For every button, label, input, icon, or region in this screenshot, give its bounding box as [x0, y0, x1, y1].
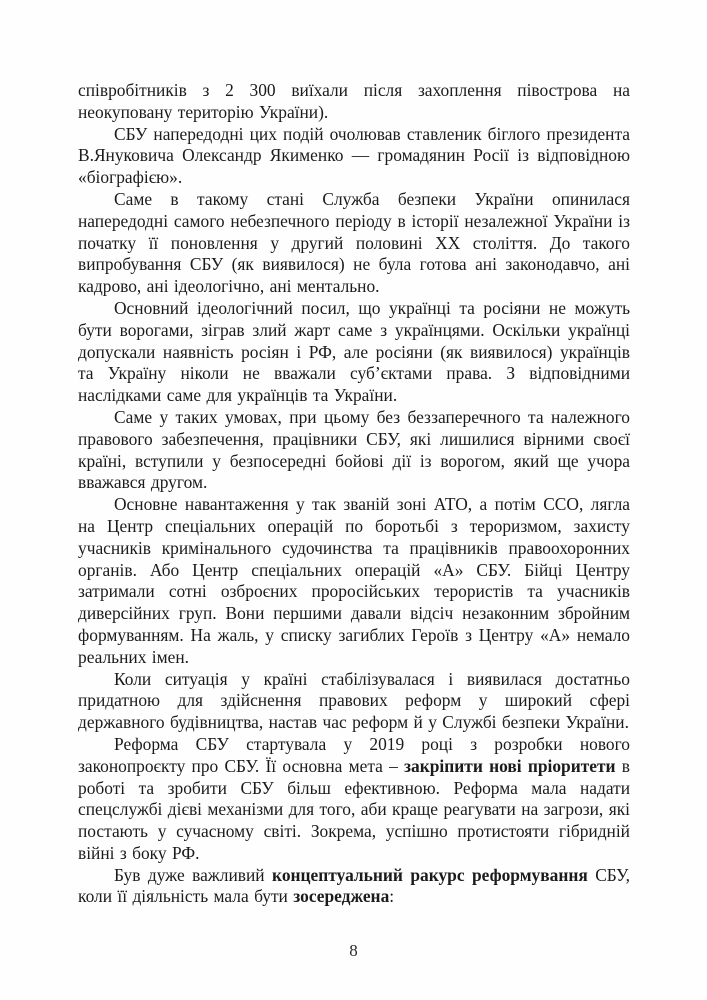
text-run: Саме у таких умовах, при цьому без беззаперечного та належного правового забезпечення, працівники СБУ, які лишилися вірними своєї країні, вступили у безпосередні бойові дії із ворогом, який ще учора вважався другом. — [78, 406, 630, 493]
text-run: СБУ, коли її діяльність мала бути — [78, 864, 630, 907]
paragraph — [78, 124, 630, 189]
paragraph — [78, 734, 630, 865]
text-run: в роботі та зробити СБУ більш ефективною. Реформа мала надати спецслужбі дієві механізми для того, аби краще реагувати на загрози, які постають у сучасному світі. Зокрема, успішно протистояти гібридній війні з боку РФ. — [78, 755, 630, 863]
text-run: Основне навантаження у так званій зоні АТО, а потім ССО, лягла на Центр спеціальних операцій по боротьбі з тероризмом, захисту учасників кримінального судочинства та працівників правоохоронних органів. Або Центр спеціальних операцій «А» СБУ. Бійці Центру затримали сотні озброєних проросійських терористів та учасників диверсійних груп. Вони першими давали відсіч незаконним збройним формуванням. На жаль, у списку загиблих Героїв з Центру «А» немало реальних імен. — [78, 494, 630, 667]
paragraph — [78, 865, 630, 909]
paragraph — [78, 80, 630, 124]
text-run-bold: концептуальний ракурс реформування — [272, 864, 588, 885]
text-run: Реформа СБУ стартувала у 2019 році з розробки нового законопроєкту про СБУ. Її основна мета – — [78, 733, 630, 776]
text-run: Основний ідеологічний посил, що українці та росіяни не можуть бути ворогами, зіграв злий жарт саме з українцями. Оскільки українці допускали наявність росіян і РФ, але росіяни (як виявилося) українців та Україну ніколи не вважали суб’єктами права. З відповідними наслідками саме для українців та України. — [78, 297, 630, 406]
page-number: 8 — [349, 941, 358, 960]
text-run: : — [389, 886, 395, 907]
paragraph — [78, 189, 630, 298]
text-run: СБУ напередодні цих подій очолював ставленик біглого президента В.Януковича Олександр Якименко — громадянин Росії із відповідною «біографією». — [78, 123, 630, 188]
text-run: Коли ситуація у країні стабілізувалася і виявилася достатньо придатною для здійснення правових реформ у широкий сфері державного будівництва, настав час реформ й у Службі безпеки України. — [78, 668, 630, 733]
text-run: Був дуже важливий — [114, 864, 273, 885]
paragraph — [78, 407, 630, 494]
text-run-bold: зосереджена — [293, 886, 390, 907]
text-run-bold: закріпити нові пріоритети — [404, 755, 616, 776]
text-run: Саме в такому стані Служба безпеки України опинилася напередодні самого небезпечного періоду в історії незалежної України із початку її поновлення у другий половині XX століття. До такого випробування СБУ (як виявилося) не була готова ані законодавчо, ані кадрово, ані ідеологічно, ані ментально. — [78, 188, 630, 297]
text-run: співробітників з 2 300 виїхали після захоплення півострова на неокуповану територію України). — [78, 80, 630, 122]
paragraph — [78, 298, 630, 407]
paragraph — [78, 669, 630, 734]
body-text — [78, 80, 630, 908]
paragraph — [78, 494, 630, 668]
